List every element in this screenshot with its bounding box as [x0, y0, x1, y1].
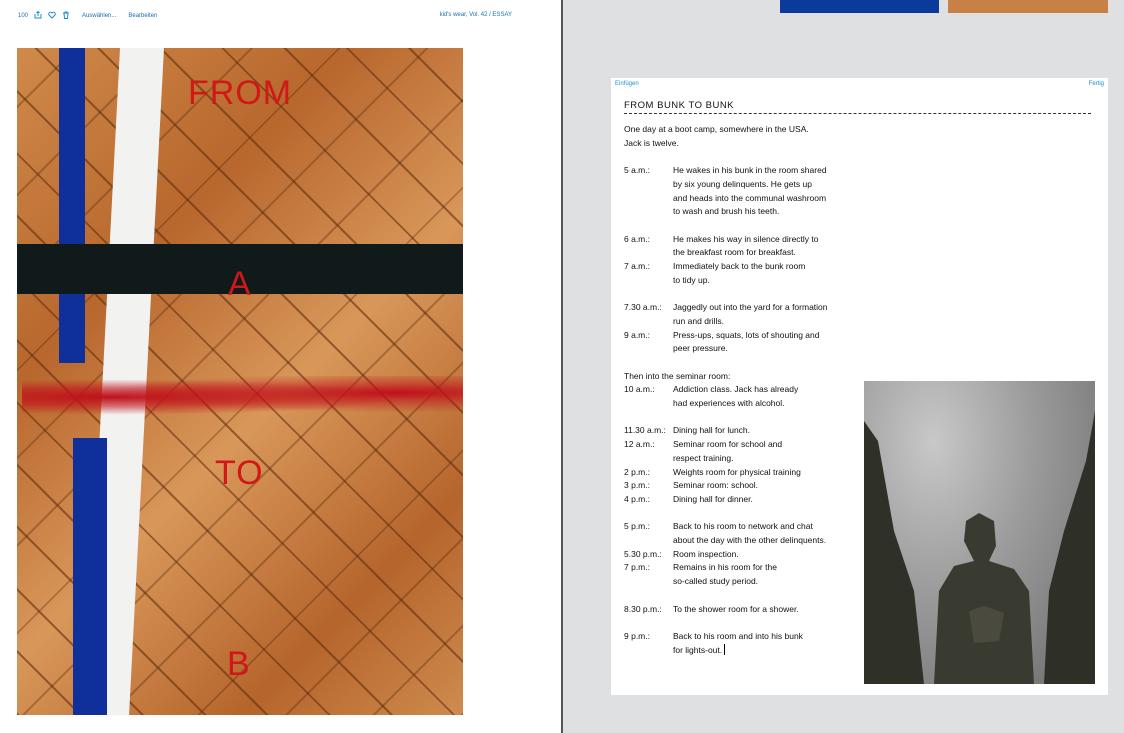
right-page — [563, 0, 1124, 733]
description-line: to tidy up. — [673, 274, 710, 285]
description-line: by six young delinquents. He gets up — [673, 178, 812, 189]
insert-button[interactable]: Einfügen — [615, 81, 639, 87]
schedule-time: 12 a.m.: — [624, 439, 655, 450]
description-line: about the day with the other delinquents. — [673, 535, 827, 545]
schedule-description — [673, 424, 864, 438]
schedule-description — [673, 630, 864, 657]
schedule-row — [624, 164, 864, 219]
description-line: Jaggedly out into the yard for a formation — [673, 302, 828, 313]
schedule-row — [624, 438, 864, 465]
orange-tab-bar[interactable] — [948, 0, 1108, 13]
schedule-description — [673, 233, 864, 260]
schedule-time: 5 p.m.: — [624, 521, 650, 532]
photo-text-to: TO — [215, 454, 264, 492]
schedule-time: 7 p.m.: — [624, 562, 650, 573]
description-line: Weights room for physical training — [673, 466, 801, 477]
schedule-row — [624, 260, 864, 287]
photo-text-from: FROM — [188, 74, 293, 112]
description-line: Back to his room and into his bunk — [673, 630, 803, 641]
schedule-row — [624, 233, 864, 260]
description-line: To the shower room for a shower. — [673, 603, 799, 614]
statue-silhouette — [864, 381, 1095, 684]
schedule-description — [673, 466, 864, 480]
schedule-row — [624, 301, 864, 328]
schedule-time: 4 p.m.: — [624, 493, 650, 504]
schedule-description — [673, 561, 864, 588]
select-link[interactable]: Auswählen... — [82, 13, 117, 19]
description-line: Seminar room: school. — [673, 480, 759, 491]
paragraph-gap — [624, 287, 864, 301]
description-line: Seminar room for school and — [673, 439, 783, 450]
description-line: so-called study period. — [673, 576, 759, 587]
schedule-row — [624, 603, 864, 617]
schedule-description — [673, 493, 864, 507]
schedule-description — [673, 438, 864, 465]
paragraph-gap — [624, 616, 864, 630]
schedule-time: 7 a.m.: — [624, 261, 650, 271]
schedule-description — [673, 164, 864, 219]
blue-tab-bar[interactable] — [780, 0, 939, 13]
schedule-row — [624, 466, 864, 480]
description-line: Dining hall for lunch. — [673, 425, 751, 436]
description-line: Room inspection. — [673, 548, 739, 559]
schedule-time: 7.30 a.m.: — [624, 302, 662, 313]
schedule-time: 8.30 p.m.: — [624, 603, 662, 614]
schedule-time: 5.30 p.m.: — [624, 548, 662, 559]
section-label: kid's wear, Vol. 42 / ESSAY — [439, 12, 512, 18]
schedule-time: 9 p.m.: — [624, 630, 650, 641]
cover-photo — [17, 48, 463, 715]
schedule-time: 11.30 a.m.: — [624, 425, 666, 436]
edit-link[interactable]: Bearbeiten — [128, 13, 158, 19]
paragraph-gap — [624, 356, 864, 370]
text-frame[interactable] — [611, 78, 1108, 695]
schedule-time: 10 a.m.: — [624, 384, 655, 395]
schedule-description — [673, 260, 864, 287]
schedule-description — [673, 479, 864, 493]
description-line: to wash and brush his teeth. — [673, 206, 780, 217]
description-line: He makes his way in silence directly to — [673, 233, 819, 244]
description-line: Immediately back to the bunk room — [673, 261, 806, 271]
schedule-row — [624, 493, 864, 507]
description-line: Back to his room to network and chat — [673, 521, 813, 532]
blue-court-line-lower — [73, 438, 107, 715]
schedule-row — [624, 479, 864, 493]
description-line: run and drills. — [673, 315, 725, 326]
description-line: had experiences with alcohol. — [673, 398, 785, 408]
share-icon[interactable] — [34, 11, 42, 21]
schedule-time: 5 a.m.: — [624, 165, 650, 176]
description-line: Remains in his room for the — [673, 562, 777, 573]
title-rule — [624, 113, 1091, 114]
schedule-description — [673, 603, 864, 617]
description-line: for lights-out. — [673, 644, 864, 658]
intro-line: Jack is twelve. — [624, 137, 679, 148]
photo-text-b: B — [227, 645, 251, 683]
schedule-row — [624, 548, 864, 562]
done-button[interactable]: Fertig — [1088, 81, 1104, 87]
schedule-heading: Then into the seminar room: — [624, 370, 731, 381]
text-cursor — [724, 644, 725, 655]
article-title: FROM BUNK TO BUNK — [624, 100, 735, 111]
schedule-row — [624, 329, 864, 356]
description-line: and heads into the communal washroom — [673, 192, 827, 203]
intro-line: One day at a boot camp, somewhere in the USA. — [624, 124, 809, 134]
paragraph-gap — [624, 219, 864, 233]
heart-icon[interactable] — [48, 11, 56, 21]
trash-icon[interactable] — [62, 11, 70, 21]
schedule-row — [624, 424, 864, 438]
page-toolbar — [18, 10, 157, 22]
schedule-row — [624, 383, 864, 410]
blue-court-line-upper — [59, 48, 85, 363]
schedule-row — [624, 561, 864, 588]
schedule-row — [624, 520, 864, 547]
paragraph-gap — [624, 507, 864, 521]
description-line: respect training. — [673, 452, 734, 463]
statue-photo — [864, 381, 1095, 684]
schedule-time: 6 a.m.: — [624, 233, 650, 244]
description-line: peer pressure. — [673, 343, 728, 354]
description-line: He wakes in his bunk in the room shared — [673, 165, 827, 176]
description-line: Press-ups, squats, lots of shouting and — [673, 329, 820, 340]
schedule-description — [673, 329, 864, 356]
page-number: 100 — [18, 13, 29, 19]
schedule-time: 2 p.m.: — [624, 466, 650, 477]
red-paint-smear — [22, 376, 463, 418]
paragraph-gap — [624, 589, 864, 603]
paragraph-gap — [624, 411, 864, 425]
schedule-time: 9 a.m.: — [624, 329, 650, 340]
description-line: Dining hall for dinner. — [673, 493, 753, 504]
schedule-description — [673, 548, 864, 562]
schedule-time: 3 p.m.: — [624, 480, 650, 491]
photo-text-a: A — [228, 265, 252, 303]
description-line: Addiction class. Jack has already — [673, 384, 799, 395]
schedule-description — [673, 301, 864, 328]
schedule-description — [673, 383, 864, 410]
article-body[interactable] — [624, 123, 864, 657]
schedule-description — [673, 520, 864, 547]
schedule-row — [624, 630, 864, 657]
description-line: the breakfast room for breakfast. — [673, 247, 796, 258]
